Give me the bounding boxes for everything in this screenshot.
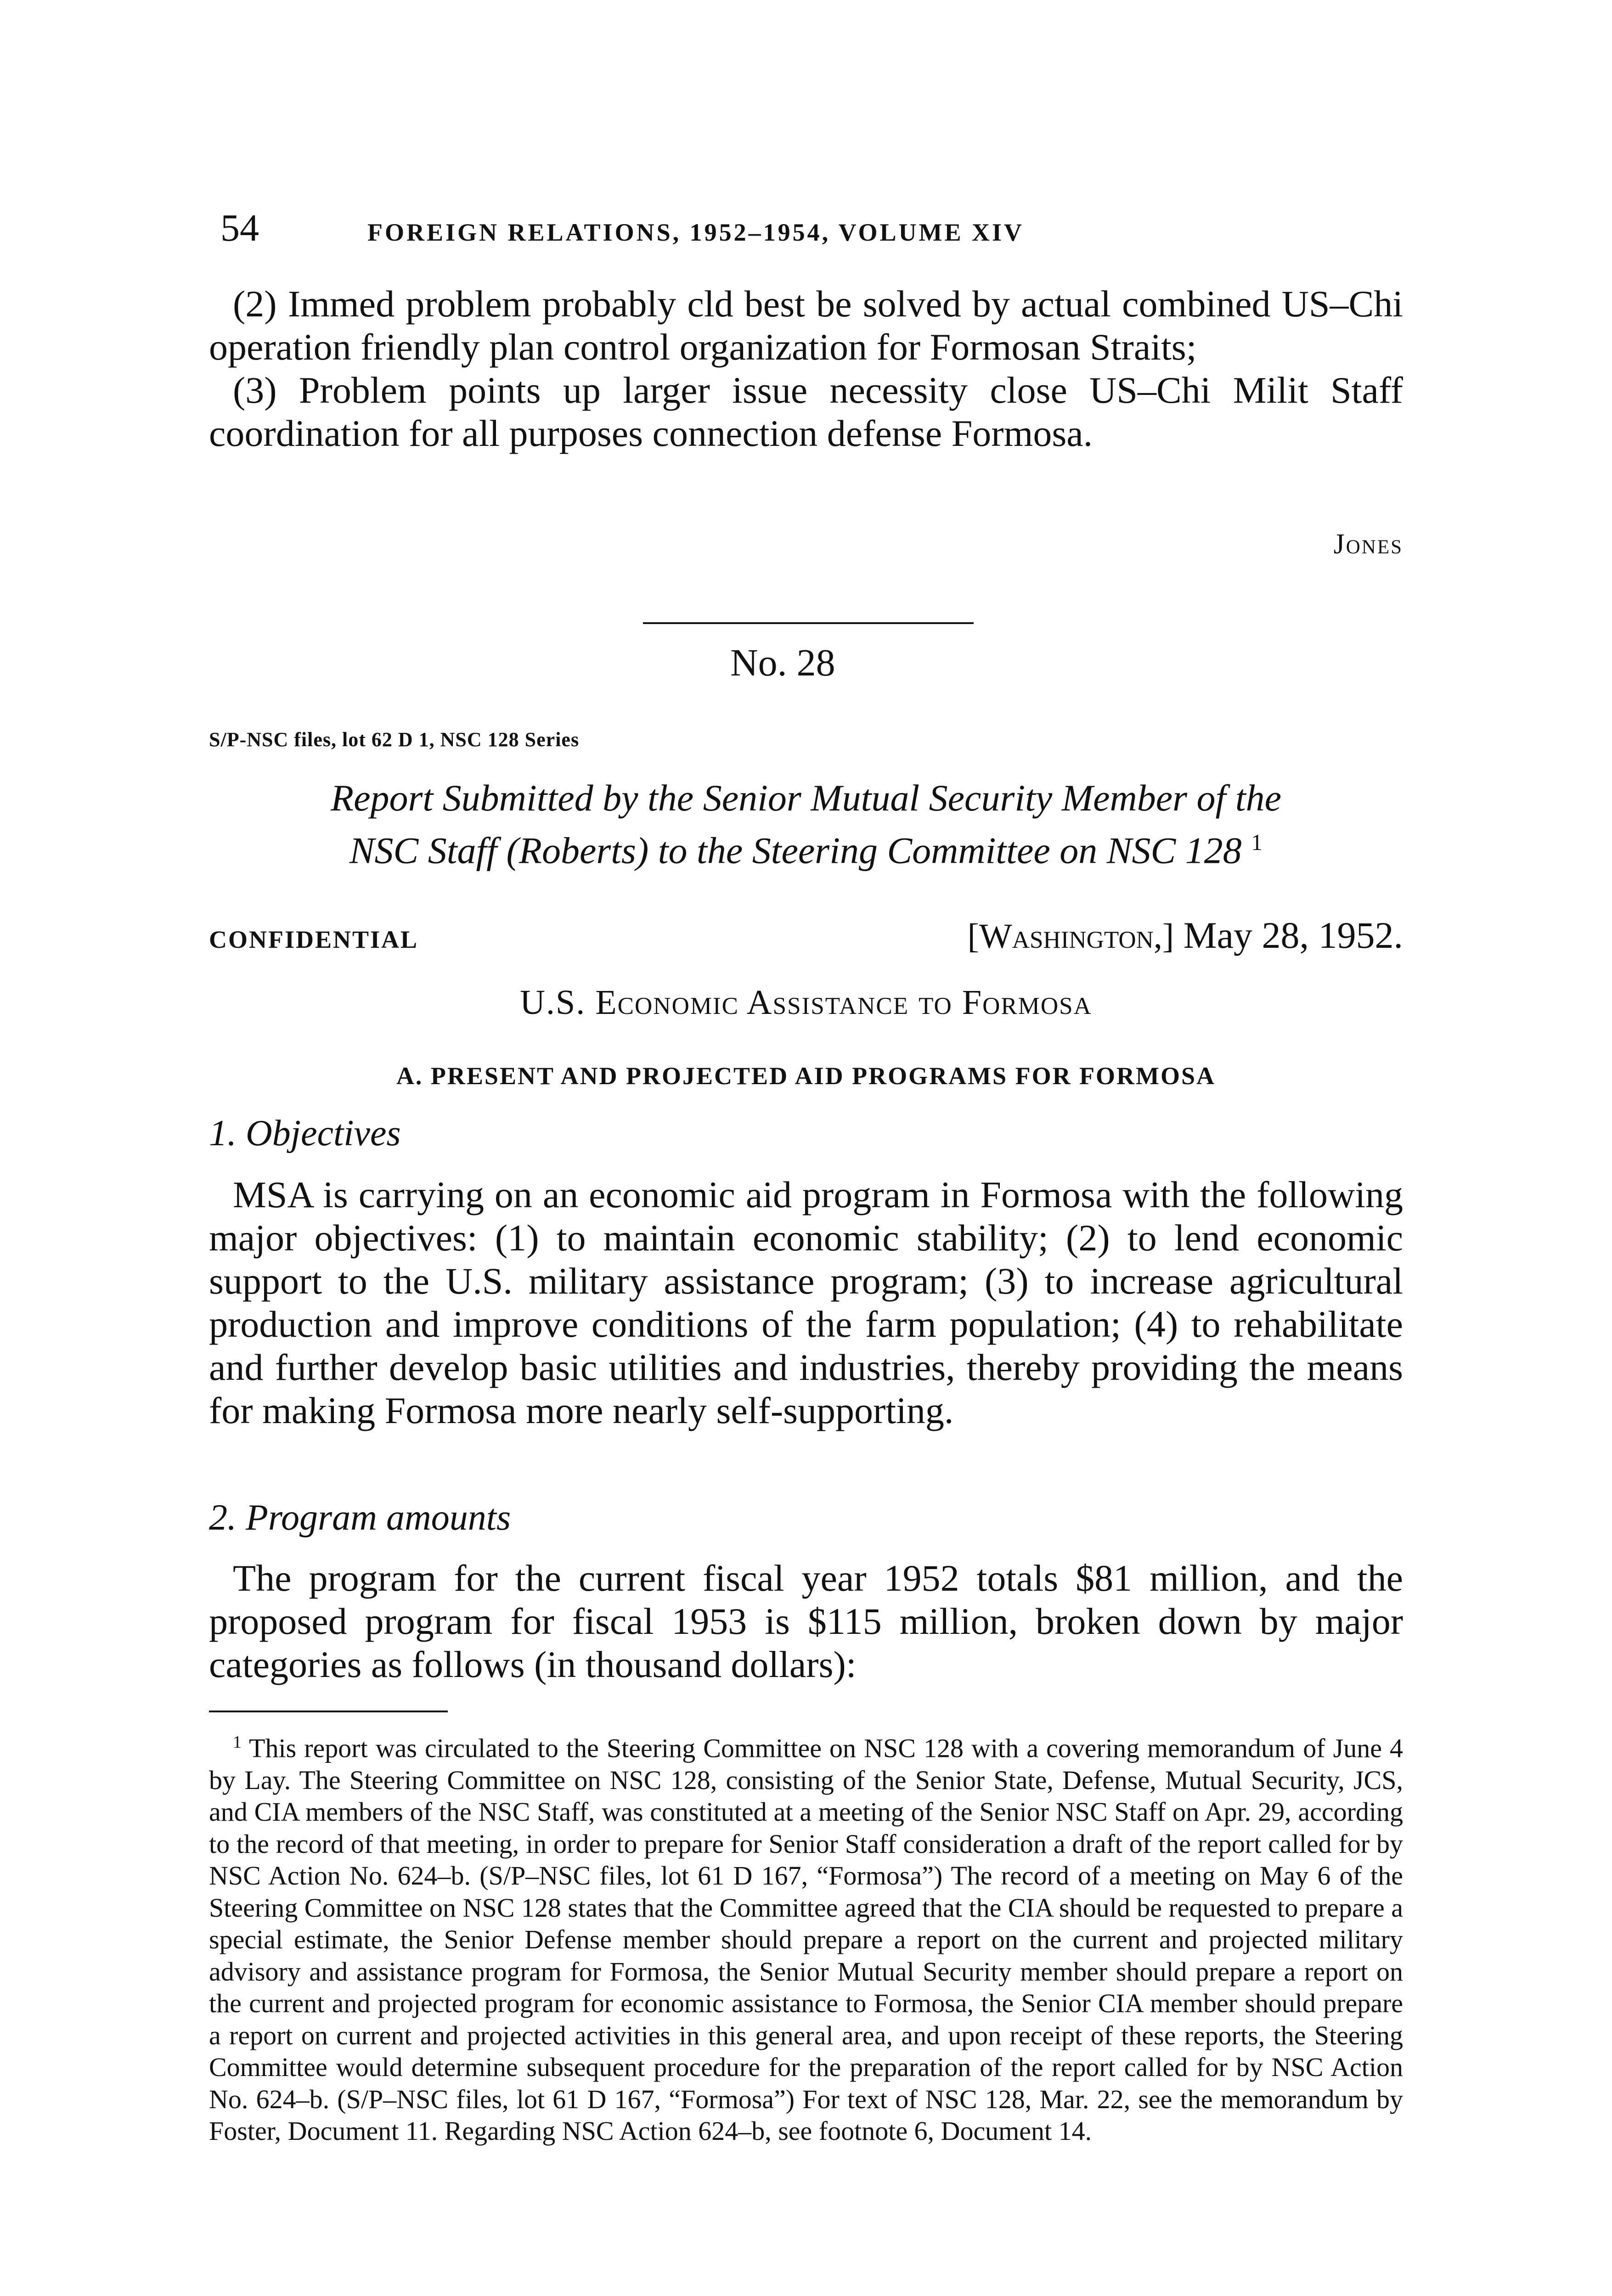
footnote-rule bbox=[209, 1711, 448, 1712]
page-number: 54 bbox=[220, 207, 259, 249]
classification-label: CONFIDENTIAL bbox=[209, 926, 419, 953]
objectives-body bbox=[209, 1173, 1403, 1432]
footnote-marker: 1 bbox=[1251, 829, 1263, 855]
paragraph: (3) Problem points up larger issue necessity close US–Chi Milit Staff coordination for all purposes connection defense Formosa. bbox=[209, 369, 1403, 454]
document-title bbox=[209, 776, 1403, 872]
signature: Jones bbox=[1333, 529, 1403, 560]
objectives-heading: 1. Objectives bbox=[209, 1113, 401, 1154]
footnote-marker: 1 bbox=[233, 1733, 242, 1752]
title-line bbox=[209, 820, 1403, 872]
previous-document-text bbox=[209, 282, 1403, 455]
paragraph: The program for the current fiscal year 1952 totals $81 million, and the proposed program for fiscal 1953 is $115 million, broken down by major categories as follows (in thousand dollars): bbox=[209, 1557, 1403, 1685]
program-body bbox=[209, 1557, 1403, 1686]
dateline-place: [Washington,] bbox=[967, 917, 1174, 956]
header-title: FOREIGN RELATIONS, 1952–1954, VOLUME XIV bbox=[367, 219, 1025, 246]
paragraph: MSA is carrying on an economic aid program in Formosa with the following major objectives: (1) to maintain economic stability; (2) to lend economic support to the U.S. military assistance program; (3) to increase agricultural production and improve conditions of the farm population; (4) to rehabilitate and further develop basic utilities and industries, thereby providing the means for making Formosa more nearly self-supporting. bbox=[209, 1174, 1403, 1431]
footnote-text: This report was circulated to the Steering Committee on NSC 128 with a covering memorandum of June 4 by Lay. The Steering Committee on NSC 128, consisting of the Senior State, Defense, Mutual Security, JCS, and CIA members of the NSC Staff, was constituted at a meeting of the Senior NSC Staff on Apr. 29, according to the record of that meeting, in order to prepare for Senior Staff consideration a draft of the report called for by NSC Action No. 624–b. (S/P–NSC files, lot 61 D 167, “Formosa”) The record of a meeting on May 6 of the Steering Committee on NSC 128 states that the Committee agreed that the CIA should be requested to prepare a special estimate, the Senior Defense member should prepare a report on the current and projected military advisory and assistance program for Formosa, the Senior Mutual Security member should prepare a report on the current and projected program for economic assistance to Formosa, the Senior CIA member should prepare a report on current and projected activities in this general area, and upon receipt of these reports, the Steering Committee would determine subsequent procedure for the preparation of the report called for by NSC Action No. 624–b. (S/P–NSC files, lot 61 D 167, “Formosa”) For text of NSC 128, Mar. 22, see the memorandum by Foster, Document 11. Regarding NSC Action 624–b, see footnote 6, Document 14. bbox=[209, 1733, 1403, 2146]
title-line: Report Submitted by the Senior Mutual Security Member of the bbox=[330, 777, 1282, 819]
dateline bbox=[859, 914, 1403, 957]
separator-rule bbox=[643, 622, 974, 624]
dateline-date: May 28, 1952. bbox=[1183, 914, 1403, 956]
section-title: U.S. Economic Assistance to Formosa bbox=[520, 983, 1092, 1022]
title-line-text: NSC Staff (Roberts) to the Steering Committee on NSC 128 bbox=[349, 829, 1242, 872]
source-note: S/P-NSC files, lot 62 D 1, NSC 128 Series bbox=[209, 728, 580, 751]
sub-section-title: A. PRESENT AND PROJECTED AID PROGRAMS FOR FORMOSA bbox=[396, 1062, 1216, 1090]
paragraph: (2) Immed problem probably cld best be solved by actual combined US–Chi operation friendly plan control organization for Formosan Straits; bbox=[209, 283, 1403, 368]
running-head bbox=[220, 209, 1401, 264]
footnote bbox=[209, 1727, 1403, 2147]
document-number: No. 28 bbox=[730, 642, 835, 684]
program-heading: 2. Program amounts bbox=[209, 1497, 511, 1538]
